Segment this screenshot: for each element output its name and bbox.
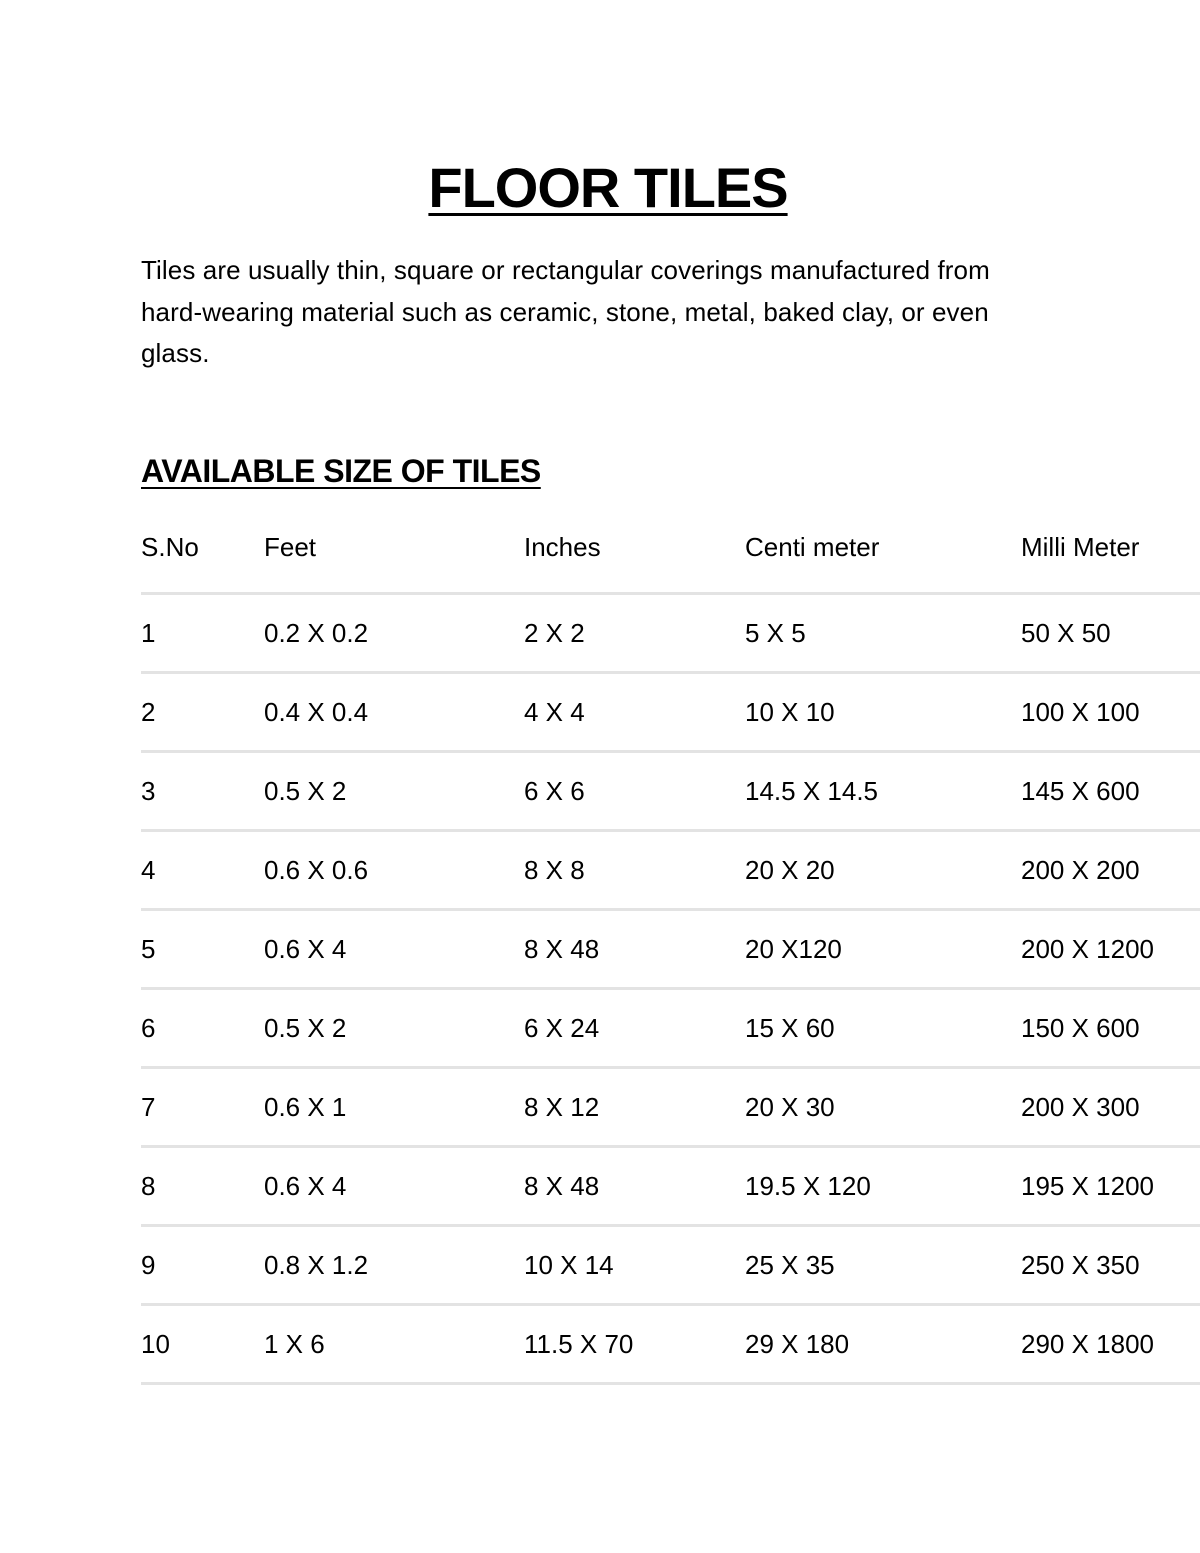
cell-sno: 2 — [141, 697, 156, 727]
table-row — [141, 1145, 1200, 1224]
cell-sno: 10 — [141, 1329, 170, 1359]
cell-millimeter: 200 X 200 — [1021, 855, 1140, 885]
cell-sno: 5 — [141, 934, 156, 964]
page-title — [0, 152, 1200, 224]
table-row — [141, 829, 1200, 908]
column-header-centimeter: Centi meter — [745, 532, 880, 562]
cell-millimeter: 150 X 600 — [1021, 1013, 1140, 1043]
cell-sno: 3 — [141, 776, 156, 806]
column-header-millimeter: Milli Meter — [1021, 532, 1140, 562]
cell-millimeter: 290 X 1800 — [1021, 1329, 1155, 1359]
cell-inches: 11.5 X 70 — [524, 1329, 634, 1359]
cell-feet: 0.4 X 0.4 — [264, 697, 369, 727]
cell-feet: 0.6 X 4 — [264, 934, 347, 964]
cell-feet: 0.6 X 0.6 — [264, 855, 369, 885]
table-row — [141, 592, 1200, 671]
cell-centimeter: 25 X 35 — [745, 1250, 835, 1280]
cell-feet: 0.2 X 0.2 — [264, 618, 369, 648]
cell-millimeter: 145 X 600 — [1021, 776, 1140, 806]
cell-sno: 6 — [141, 1013, 156, 1043]
cell-feet: 0.5 X 2 — [264, 776, 347, 806]
cell-feet: 0.8 X 1.2 — [264, 1250, 369, 1280]
tile-size-table — [141, 510, 1200, 1385]
cell-inches: 8 X 8 — [524, 855, 585, 885]
column-header-feet: Feet — [264, 532, 317, 562]
cell-inches: 8 X 48 — [524, 934, 600, 964]
section-heading: AVAILABLE SIZE OF TILES — [141, 453, 541, 489]
cell-centimeter: 29 X 180 — [745, 1329, 850, 1359]
cell-centimeter: 20 X 30 — [745, 1092, 835, 1122]
cell-feet: 0.5 X 2 — [264, 1013, 347, 1043]
cell-inches: 6 X 6 — [524, 776, 585, 806]
cell-centimeter: 5 X 5 — [745, 618, 806, 648]
cell-sno: 1 — [141, 618, 156, 648]
intro-paragraph: Tiles are usually thin, square or rectangular coverings manufactured from hard-wearing material such as ceramic, stone, metal, baked clay, or even glass. — [141, 255, 990, 368]
table-row — [141, 671, 1200, 750]
cell-centimeter: 20 X 20 — [745, 855, 835, 885]
table-header-row — [141, 510, 1200, 592]
cell-inches: 6 X 24 — [524, 1013, 600, 1043]
cell-inches: 2 X 2 — [524, 618, 585, 648]
cell-feet: 0.6 X 4 — [264, 1171, 347, 1201]
cell-sno: 7 — [141, 1092, 156, 1122]
cell-millimeter: 200 X 300 — [1021, 1092, 1140, 1122]
cell-inches: 4 X 4 — [524, 697, 585, 727]
table-row — [141, 987, 1200, 1066]
table-row — [141, 750, 1200, 829]
cell-millimeter: 50 X 50 — [1021, 618, 1111, 648]
page-title-text: FLOOR TILES — [428, 156, 788, 219]
cell-millimeter: 100 X 100 — [1021, 697, 1140, 727]
table-bottom-divider — [141, 1382, 1200, 1385]
cell-sno: 8 — [141, 1171, 156, 1201]
cell-sno: 4 — [141, 855, 156, 885]
column-header-sno: S.No — [141, 532, 199, 562]
cell-centimeter: 14.5 X 14.5 — [745, 776, 878, 806]
cell-feet: 1 X 6 — [264, 1329, 325, 1359]
cell-centimeter: 10 X 10 — [745, 697, 835, 727]
table-row — [141, 1224, 1200, 1303]
cell-feet: 0.6 X 1 — [264, 1092, 347, 1122]
cell-millimeter: 200 X 1200 — [1021, 934, 1155, 964]
cell-centimeter: 19.5 X 120 — [745, 1171, 871, 1201]
cell-inches: 8 X 48 — [524, 1171, 600, 1201]
cell-centimeter: 20 X120 — [745, 934, 842, 964]
cell-inches: 10 X 14 — [524, 1250, 614, 1280]
cell-inches: 8 X 12 — [524, 1092, 600, 1122]
table-row — [141, 1303, 1200, 1382]
cell-sno: 9 — [141, 1250, 156, 1280]
cell-millimeter: 250 X 350 — [1021, 1250, 1140, 1280]
table-row — [141, 908, 1200, 987]
cell-centimeter: 15 X 60 — [745, 1013, 835, 1043]
table-row — [141, 1066, 1200, 1145]
column-header-inches: Inches — [524, 532, 601, 562]
cell-millimeter: 195 X 1200 — [1021, 1171, 1155, 1201]
